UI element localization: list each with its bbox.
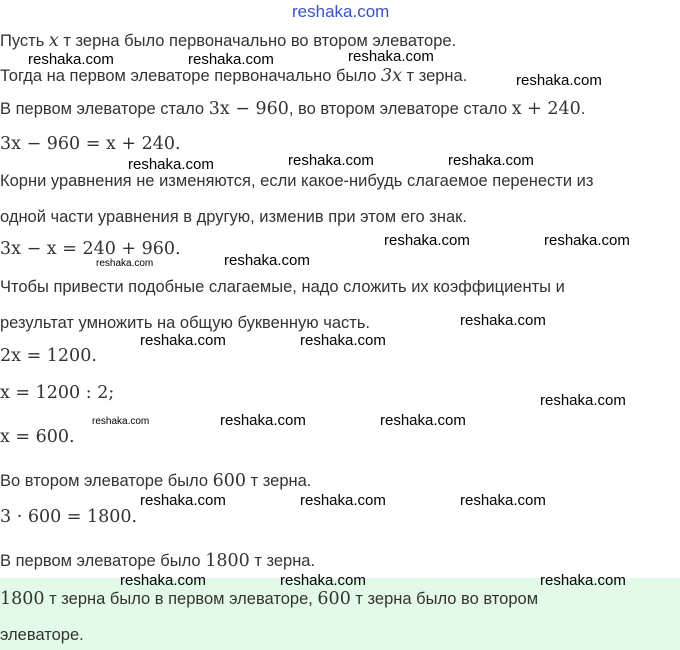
- equation-5: x = 600.: [0, 427, 75, 447]
- text: В первом элеваторе было: [0, 552, 206, 570]
- watermark: reshaka.com: [516, 72, 602, 89]
- watermark: reshaka.com: [220, 412, 306, 429]
- text: т зерна.: [249, 552, 316, 570]
- text-line-9: результат умножить на общую буквенную часть.: [0, 314, 371, 332]
- answer-line-1: [0, 588, 538, 610]
- watermark: reshaka.com: [140, 332, 226, 349]
- text-line-15: [0, 550, 315, 572]
- watermark: reshaka.com: [448, 152, 534, 169]
- watermark: reshaka.com: [288, 152, 374, 169]
- text: т зерна было в первом элеваторе,: [44, 590, 318, 608]
- watermark: reshaka.com: [460, 492, 546, 509]
- watermark: reshaka.com: [188, 51, 274, 68]
- equation-3: 2x = 1200.: [0, 346, 97, 366]
- watermark: reshaka.com: [224, 252, 310, 269]
- text: т зерна.: [401, 67, 468, 85]
- math-number: 1800: [0, 589, 45, 609]
- text: , во втором элеваторе стало: [288, 100, 512, 118]
- text: т зерна было во втором: [350, 590, 539, 608]
- watermark: reshaka.com: [92, 416, 150, 427]
- equation-1: 3x − 960 = x + 240.: [0, 134, 181, 154]
- text: Тогда на первом элеваторе первоначально было: [0, 67, 381, 85]
- text-line-8: Чтобы привести подобные слагаемые, надо сложить их коэффициенты и: [0, 278, 565, 296]
- math-expression: 3x: [380, 66, 402, 86]
- watermark: reshaka.com: [544, 232, 630, 249]
- text: Во втором элеваторе было: [0, 472, 213, 490]
- text-line-13: [0, 470, 311, 492]
- watermark: reshaka.com: [384, 232, 470, 249]
- text-line-6: одной части уравнения в другую, изменив при этом его знак.: [0, 208, 467, 226]
- text: .: [580, 100, 586, 118]
- watermark: reshaka.com: [540, 392, 626, 409]
- text-line-3: [0, 98, 585, 120]
- equation-4: x = 1200 : 2;: [0, 383, 115, 403]
- math-number: 1800: [205, 551, 250, 571]
- watermark: reshaka.com: [380, 412, 466, 429]
- watermark: reshaka.com: [120, 572, 206, 589]
- watermark: reshaka.com: [140, 492, 226, 509]
- text: В первом элеваторе стало: [0, 100, 209, 118]
- math-expression: x + 240: [511, 99, 581, 119]
- watermark: reshaka.com: [460, 312, 546, 329]
- watermark: reshaka.com: [28, 51, 114, 68]
- math-number: 600: [212, 471, 247, 491]
- math-var: x: [48, 31, 59, 51]
- watermark: reshaka.com: [280, 572, 366, 589]
- watermark: reshaka.com: [348, 48, 434, 65]
- equation-6: 3 · 600 = 1800.: [0, 507, 138, 527]
- watermark: reshaka.com: [540, 572, 626, 589]
- text: т зерна было первоначально во втором элеваторе.: [58, 32, 457, 50]
- text: Пусть: [0, 32, 49, 50]
- watermark: reshaka.com: [128, 156, 214, 173]
- site-header-link[interactable]: reshaka.com: [292, 2, 390, 21]
- watermark: reshaka.com: [300, 332, 386, 349]
- watermark: reshaka.com: [96, 258, 154, 269]
- watermark: reshaka.com: [300, 492, 386, 509]
- math-number: 600: [317, 589, 351, 609]
- answer-line-2: элеваторе.: [0, 626, 84, 644]
- text: т зерна.: [246, 472, 312, 490]
- math-expression: 3x − 960: [208, 99, 289, 119]
- equation-2: 3x − x = 240 + 960.: [0, 239, 181, 259]
- text-line-5: Корни уравнения не изменяются, если какое-нибудь слагаемое перенести из: [0, 172, 594, 190]
